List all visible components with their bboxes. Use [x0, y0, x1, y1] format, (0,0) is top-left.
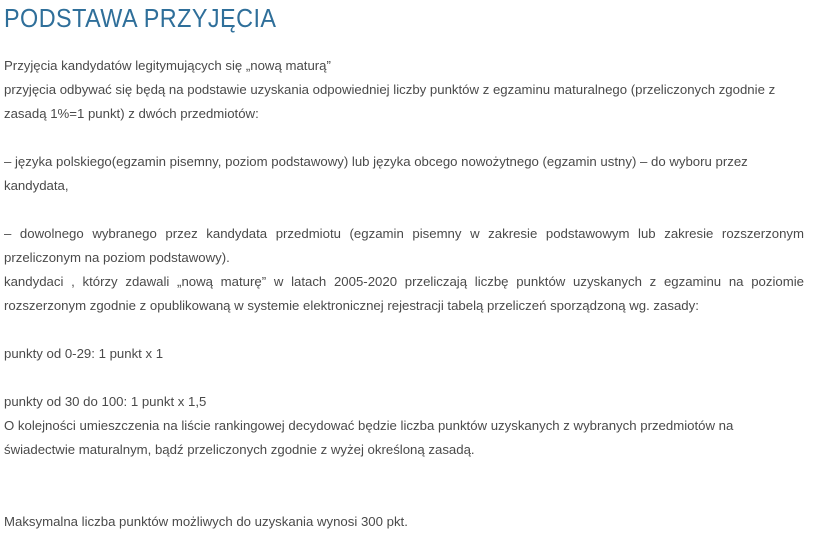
paragraph-intro-text: przyjęcia odbywać się będą na podstawie uzyskania odpowiedniej liczby punktów z egzaminu maturalnego (przeliczonych zgodnie z zasadą 1%=1 punkt) z dwóch przedmiotów: [4, 82, 776, 121]
paragraph-subject-one: – języka polskiego(egzamin pisemny, poziom podstawowy) lub języka obcego nowożytnego (egzamin ustny) – do wyboru przez kandydata, [4, 154, 748, 193]
content-body [4, 54, 804, 534]
spacer [4, 462, 804, 510]
spacer [4, 318, 804, 342]
paragraph-subject-two: – dowolnego wybranego przez kandydata przedmiotu (egzamin pisemny w zakresie podstawowym lub zakresie rozszerzonym przeliczonym na poziom podstawowy). [4, 226, 804, 265]
paragraph-intro-heading: Przyjęcia kandydatów legitymujących się „nową maturą” [4, 58, 331, 73]
spacer [4, 126, 804, 150]
paragraph-points-high: punkty od 30 do 100: 1 punkt x 1,5 [4, 394, 207, 409]
paragraph-ranking: O kolejności umieszczenia na liście rankingowej decydować będzie liczba punktów uzyskanych z wybranych przedmiotów na świadectwie maturalnym, bądź przeliczonych zgodnie z wyżej określoną zasadą. [4, 418, 734, 457]
paragraph-conversion-rule: kandydaci , którzy zdawali „nową maturę” w latach 2005-2020 przeliczają liczbę punktów uzyskanych z egzaminu na poziomie rozszerzonym zgodnie z opublikowaną w systemie elektronicznej rejestracji tabelą przeliczeń sporządzoną wg. zasady: [4, 274, 804, 313]
spacer [4, 198, 804, 222]
spacer [4, 366, 804, 390]
paragraph-points-low: punkty od 0-29: 1 punkt x 1 [4, 346, 164, 361]
page-title: PODSTAWA PRZYJĘCIA [4, 3, 277, 33]
paragraph-max-points: Maksymalna liczba punktów możliwych do uzyskania wynosi 300 pkt. [4, 514, 408, 529]
